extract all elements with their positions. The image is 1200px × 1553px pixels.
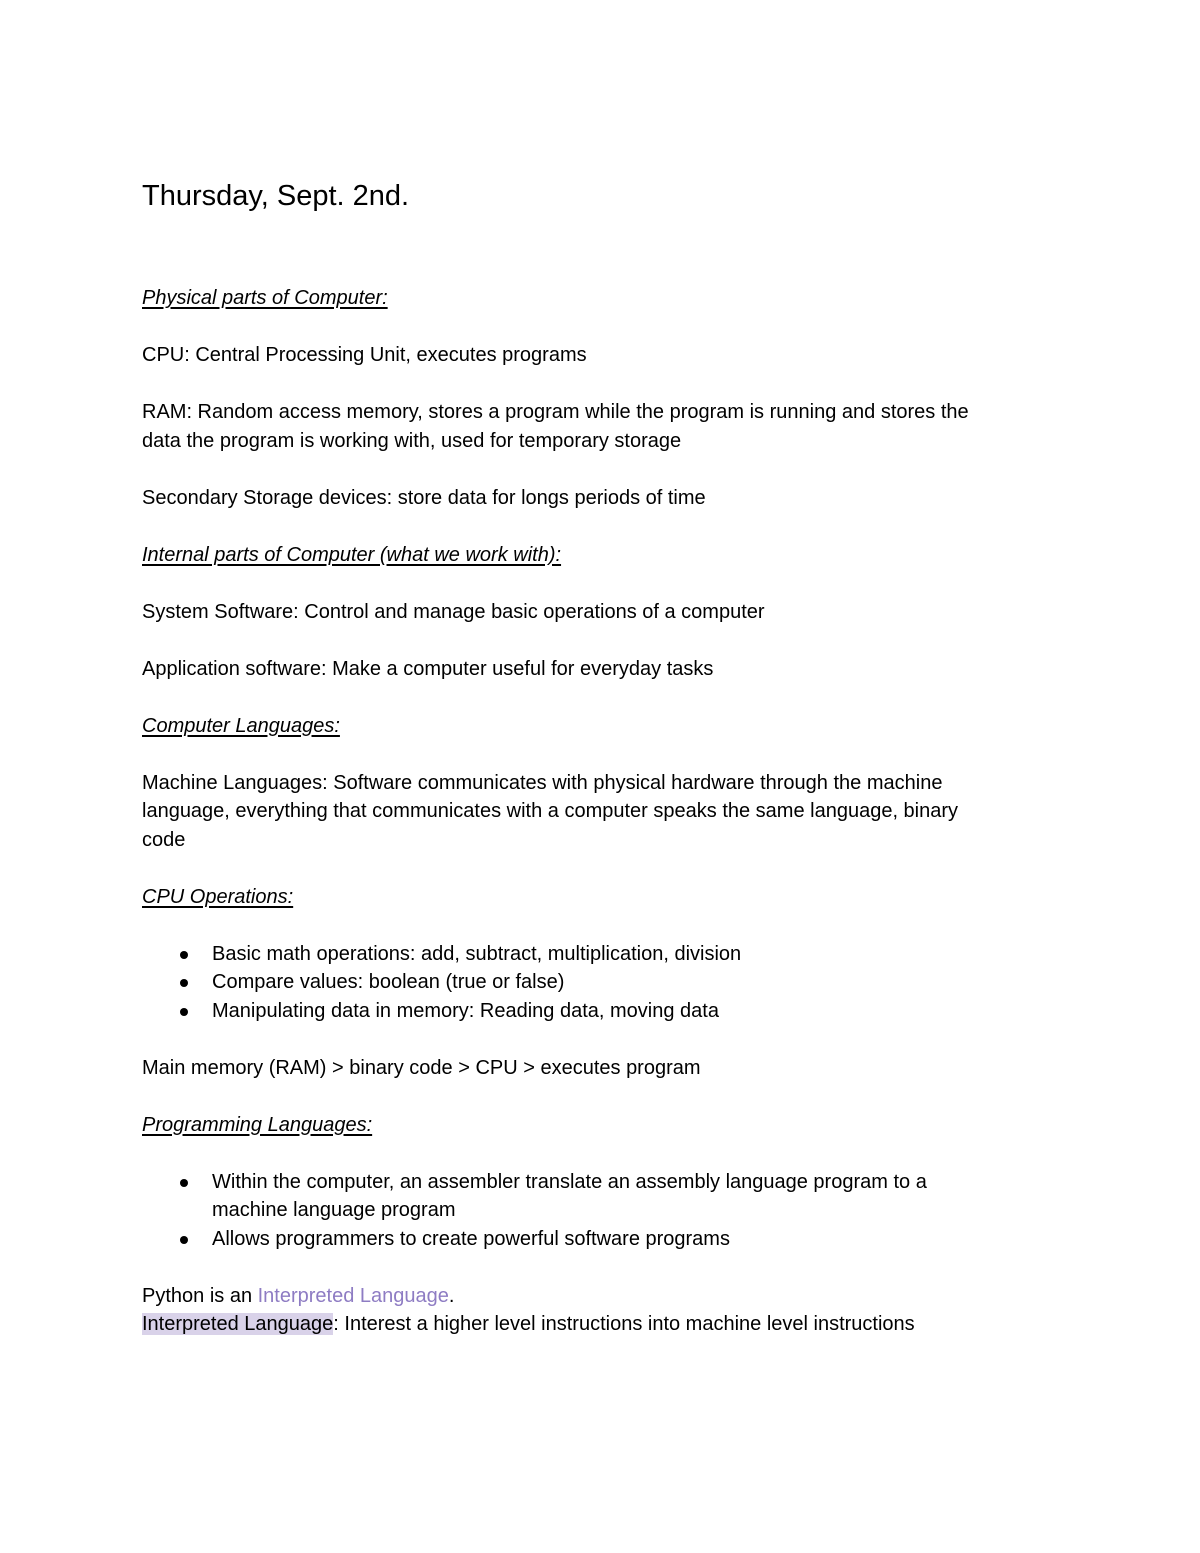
- list-item-text: Within the computer, an assembler translate an assembly language program to a: [212, 1170, 927, 1193]
- list-item: [142, 940, 1062, 969]
- list-item: [142, 1225, 1062, 1254]
- heading-computer-languages: Computer Languages:: [142, 714, 340, 737]
- paragraph-ram-line: RAM: Random access memory, stores a program while the program is running and stores the: [142, 401, 969, 423]
- list-item: [142, 968, 1062, 997]
- paragraph-cpu: CPU: Central Processing Unit, executes programs: [142, 344, 587, 366]
- interpreted-language-link[interactable]: Interpreted Language: [257, 1284, 449, 1307]
- list-item: [142, 1168, 1062, 1225]
- paragraph-python: [142, 1282, 1062, 1311]
- cpu-operations-list: [142, 940, 1062, 1026]
- paragraph-machine-line: code: [142, 828, 186, 851]
- list-item-text: Compare values: boolean (true or false): [212, 971, 565, 993]
- paragraph-machine-line: language, everything that communicates with a computer speaks the same language, binary: [142, 800, 959, 822]
- heading-internal-parts: Internal parts of Computer (what we work with):: [142, 543, 562, 566]
- paragraph-memory-flow: Main memory (RAM) > binary code > CPU > executes program: [142, 1056, 701, 1079]
- highlighted-term[interactable]: Interpreted Language: [142, 1313, 334, 1335]
- paragraph-interpreted-definition: [142, 1310, 1062, 1339]
- page-title: Thursday, Sept. 2nd.: [142, 180, 410, 212]
- paragraph-ram-line: data the program is working with, used for temporary storage: [142, 429, 682, 452]
- heading-physical-parts: Physical parts of Computer:: [142, 287, 388, 309]
- paragraph-machine-languages: [142, 769, 1062, 855]
- paragraph-ram: [142, 398, 1062, 455]
- programming-languages-list: [142, 1168, 1062, 1254]
- heading-cpu-operations: CPU Operations:: [142, 885, 294, 908]
- paragraph-application-software: Application software: Make a computer useful for everyday tasks: [142, 657, 714, 680]
- bullet-icon: [180, 951, 188, 959]
- bullet-icon: [180, 1008, 188, 1016]
- paragraph-system-software: System Software: Control and manage basic operations of a computer: [142, 600, 765, 623]
- paragraph-secondary-storage: Secondary Storage devices: store data for longs periods of time: [142, 486, 706, 509]
- heading-programming-languages: Programming Languages:: [142, 1113, 373, 1136]
- definition-text: : Interest a higher level instructions into machine level instructions: [333, 1313, 915, 1335]
- list-item: [142, 997, 1062, 1026]
- python-prefix: Python is an: [142, 1284, 258, 1307]
- bullet-icon: [180, 1236, 188, 1244]
- paragraph-machine-line: Machine Languages: Software communicates with physical hardware through the machine: [142, 771, 943, 794]
- list-item-text: machine language program: [212, 1199, 456, 1221]
- list-item-text: Manipulating data in memory: Reading data, moving data: [212, 999, 719, 1022]
- bullet-icon: [180, 1179, 188, 1187]
- python-suffix: .: [448, 1284, 455, 1307]
- bullet-icon: [180, 979, 188, 987]
- list-item-text: Basic math operations: add, subtract, multiplication, division: [212, 942, 742, 965]
- list-item-text: Allows programmers to create powerful software programs: [212, 1227, 730, 1250]
- notes-content: [142, 284, 1062, 1367]
